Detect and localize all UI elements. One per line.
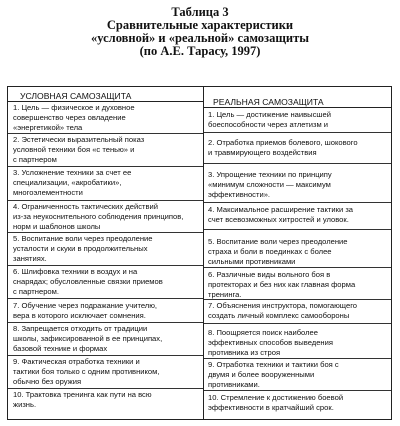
right-item-6: 6. Различные виды вольного боя в протекторах и без них как главная форма тренинга. — [208, 270, 356, 299]
left-item-5: 5. Воспитание воли через преодоление усталости и скуки в продолжительных занятиях. — [13, 234, 153, 263]
right-item-4: 4. Максимальное расширение тактики за счет всевозможных хитростей и уловок. — [208, 205, 354, 224]
table-source: (по А.Е. Тарасу, 1997) — [139, 44, 261, 58]
left-row-divider — [8, 298, 203, 299]
left-row-divider — [8, 322, 203, 323]
table-subtitle: «условной» и «реальной» самозащиты — [91, 31, 309, 45]
left-column-header: УСЛОВНАЯ САМОЗАЩИТА — [20, 91, 132, 101]
right-row-divider — [204, 358, 391, 359]
right-item-8: 8. Поощряется поиск наиболее эффективных способов выведения противника из строя — [208, 328, 333, 357]
left-row-divider — [8, 166, 203, 167]
right-item-5: 5. Воспитание воли через преодоление страха и боли в поединках с более сильными противниками — [208, 237, 348, 266]
right-row-divider — [204, 299, 391, 300]
left-item-4: 4. Ограниченность тактических действий из-за неукоснительного соблюдения принципов, норм и шаблонов школы — [13, 202, 184, 231]
table-title: Сравнительные характеристики — [106, 18, 294, 32]
right-row-divider — [204, 267, 391, 268]
right-item-7: 7. Объяснения инструктора, помогающего создать личный комплекс самообороны — [208, 301, 358, 320]
column-divider — [203, 87, 204, 419]
right-header-rule — [204, 107, 391, 108]
right-row-divider — [204, 323, 391, 324]
left-row-divider — [8, 355, 203, 356]
right-item-1: 1. Цель — достижение наивысшей боеспособности через атлетизм и — [208, 110, 331, 129]
left-row-divider — [8, 388, 203, 389]
right-row-divider — [204, 202, 391, 203]
right-item-10: 10. Стремление к достижению боевой эффективности в кратчайший срок. — [208, 393, 344, 412]
left-item-7: 7. Обучение через подражание учителю, вера в которого исключает сомнения. — [13, 301, 158, 320]
right-row-divider — [204, 132, 391, 133]
right-row-divider — [204, 390, 391, 391]
right-row-divider — [204, 229, 391, 230]
right-column-header: РЕАЛЬНАЯ САМОЗАЩИТА — [213, 97, 324, 107]
table-number: Таблица 3 — [171, 5, 229, 19]
left-header-rule — [8, 101, 203, 102]
comparison-table — [7, 86, 392, 420]
right-row-divider — [204, 163, 391, 164]
left-row-divider — [8, 232, 203, 233]
left-item-3: 3. Усложнение техники за счет ее специализации, «акробатики», многоэлементности — [13, 168, 132, 197]
left-item-6: 6. Шлифовка техники в воздух и на снарядах; обусловленные связки приемов с партнером. — [13, 267, 163, 296]
left-item-2: 2. Эстетически выразительный показ условной техники боя «с тенью» и с партнером — [13, 135, 145, 164]
left-item-10: 10. Трактовка тренинга как пути на всю жизнь. — [13, 390, 152, 409]
left-item-9: 9. Фактическая отработка техники и тактики боя только с одним противником, обычно без оружия — [13, 357, 160, 386]
left-row-divider — [8, 133, 203, 134]
right-item-2: 2. Отработка приемов болевого, шокового и травмирующего воздействия — [208, 138, 358, 157]
left-row-divider — [8, 265, 203, 266]
left-row-divider — [8, 200, 203, 201]
right-item-3: 3. Упрощение техники по принципу «минимум сложности — максимум эффективности». — [208, 170, 332, 199]
left-item-8: 8. Запрещается отходить от традиции школы, зафиксированной в ее принципах, базовой технике и формах — [13, 324, 163, 353]
left-item-1: 1. Цель — физическое и духовное совершенство через овладение «энергетикой» тела — [13, 103, 135, 132]
right-item-9: 9. Отработка техники и тактики боя с двумя и более вооруженными противниками. — [208, 360, 339, 389]
